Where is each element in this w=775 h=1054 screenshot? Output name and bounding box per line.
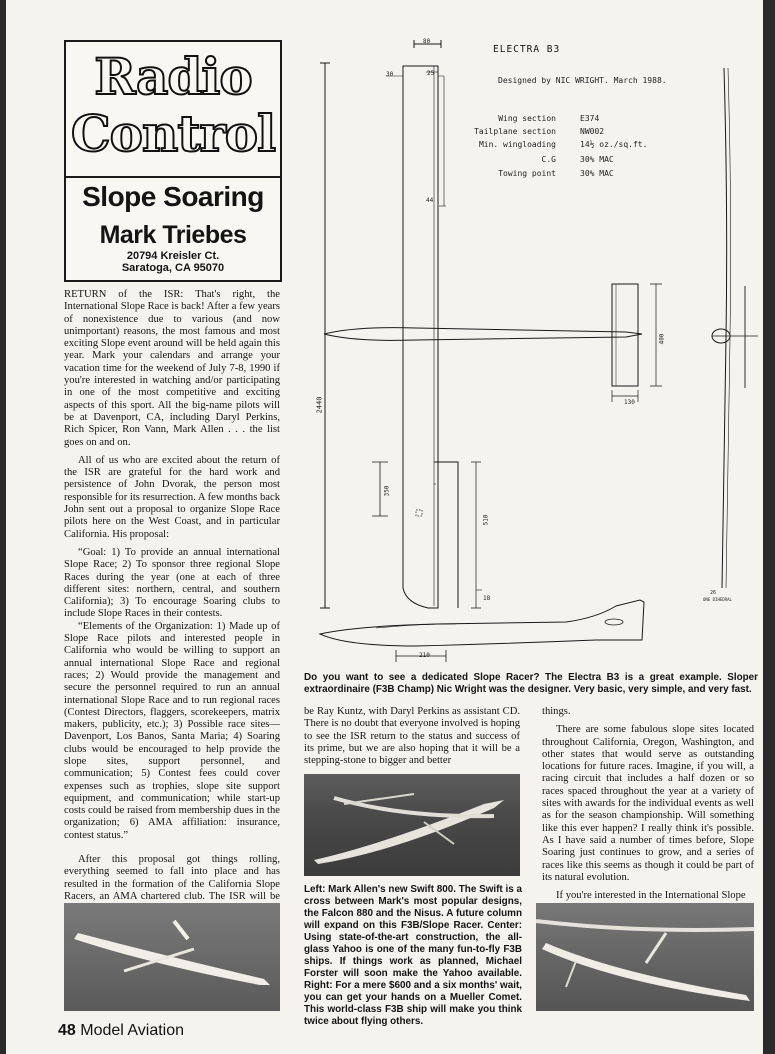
- spec-value-wingloading: 14½ oz./sq.ft.: [580, 140, 648, 149]
- dim-18: 18: [483, 595, 491, 602]
- dim-26: 26: [710, 590, 717, 596]
- yahoo-glider-image: [304, 774, 520, 876]
- dihedral-note: ONE DIHEDRAL: [703, 597, 732, 602]
- header-divider: [66, 176, 280, 178]
- drawing-title: ELECTRA B3: [493, 44, 561, 55]
- title-radio: Radio: [94, 47, 252, 106]
- spec-label-towing: Towing point: [498, 169, 556, 178]
- designer-note: Designed by NIC WRIGHT. March 1988.: [498, 76, 667, 85]
- fuselage-side-view: [320, 600, 644, 646]
- comet-glider-image: [536, 903, 754, 1011]
- drawing-caption: Do you want to see a dedicated Slope Racer? The Electra B3 is a great example. Sloper extraordinaire (F3B Champ) Nic Wright was the designer. Very basic, very simple, and very fast.: [304, 672, 758, 695]
- photo-yahoo: [304, 774, 520, 876]
- column-header-box: [64, 40, 282, 282]
- front-view-wing: [722, 68, 727, 588]
- dim-25: 25: [427, 70, 435, 77]
- paragraph-4: “Elements of the Organization: 1) Made up of Slope Race pilots and interested people in California who would be willing to support an annual international Slope Race and regional races; 2) Would provide the management and secure the personnel required to run an annual international Slope Race and to run regional races (Contest Directors, flaggers, scorekeepers, matrix makers, publicity, etc.); 3) Possible race sites—Davenport, Los Banos, Santa Maria; 4) Soaring clubs would be encouraged to help provide the slope sites, support personnel, and communication; 5) Contest fees could cover expenses such as trophies, slope site support equipment, and communication; while start-up costs could be raised from membership dues in the organization; 6) AMA affiliation: insurance, contest status.”: [64, 620, 280, 841]
- title-control: Control: [70, 104, 276, 163]
- fuselage-top-view: [324, 328, 642, 341]
- column-subtitle: Slope Soaring: [82, 181, 264, 212]
- article-column-1: [64, 289, 280, 928]
- dim-510: 510: [482, 514, 490, 526]
- author-address-city: Saratoga, CA 95070: [121, 262, 225, 274]
- spec-label-wing: Wing section: [498, 114, 556, 123]
- dim-350: 350: [383, 485, 391, 497]
- article-column-2: [304, 706, 520, 767]
- spec-value-towing: 30% MAC: [580, 169, 614, 178]
- col2-paragraph: be Ray Kuntz, with Daryl Perkins as assistant CD. There is no doubt that everyone involved is hoping to see the ISR return to the status and success of its prime, but we are also hoping that it will be a stepping-stone to bigger and better: [304, 706, 520, 767]
- photo-caption: Left: Mark Allen's new Swift 800. The Swift is a cross between Mark's most popular designs, the Falcon 880 and the Nisus. A future column will expand on this F3B/Slope Racer. Center: Using state-of-the-art construction, the all-glass Yahoo is one of the many fun-to-fly F3B ships. If things work as planned, Michael Forster will soon make the Yahoo available. Right: For a mere $600 and a six months' wait, you can get your hands on a Mueller Comet. This world-class F3B ship will make you think twice about flying others.: [304, 884, 522, 1027]
- spec-value-tailplane: NW002: [580, 127, 605, 136]
- dim-210: 210: [419, 652, 430, 659]
- spec-value-cg: 30% MAC: [580, 155, 614, 164]
- electra-b3-drawing: [296, 28, 758, 668]
- paragraph-1: RETURN of the ISR: That's right, the International Slope Race is back! After a few years of nonexistence due to various (and now unimportant) reasons, the most famous and most exciting Slope event around will be held again this year. Mark your calendars and arrange your vacation time for the weekend of July 7-8, 1990 if you're interested in watching and/or participating in one of the most competitive and exciting aspects of this sport. All the big-name pilots will be at Davenport, CA, including Daryl Perkins, Rich Spicer, Ron Vann, Mark Allen . . . the list goes on and on.: [64, 289, 280, 448]
- photo-mueller-comet: [536, 903, 754, 1011]
- magazine-name: Model Aviation: [80, 1022, 185, 1039]
- page-footer: [58, 1022, 184, 1040]
- spec-label-wingloading: Min. wingloading: [478, 140, 556, 149]
- dim-400: 400: [658, 333, 666, 345]
- dim-80: 80: [423, 38, 431, 45]
- page-number: 48: [58, 1022, 76, 1039]
- dim-130: 130: [624, 399, 635, 406]
- dim-44: 44: [426, 197, 434, 204]
- spec-value-wing: E374: [580, 114, 600, 123]
- photo-swift-800: [64, 903, 280, 1011]
- spec-label-cg: C.G: [541, 155, 556, 164]
- article-column-3: [542, 706, 754, 902]
- dim-2440: 2440: [315, 396, 324, 414]
- dim-30: 30: [386, 71, 394, 78]
- paragraph-2: All of us who are excited about the return of the ISR are grateful for the hard work and persistence of John Dvorak, the person most responsible for its resurrection. A few months back John sent out a proposal to organize Slope Race pilots here on the West Coast, and in particular California. His proposal:: [64, 454, 280, 540]
- paragraph-3: “Goal: 1) To provide an annual international Slope Race; 2) To sponsor three regional Slope Races during the year (one at each of three different sites: northern, central, and southern California); 3) To encourage Soaring clubs to include Slope Races in their contests.: [64, 546, 280, 620]
- paragraph-5: After this proposal got things rolling, everything seemed to fall into place and has resulted in the formation of the California Slope Racers, an AMA chartered club. The ISR will be: [64, 854, 280, 902]
- col3-paragraph-2: There are some fabulous slope sites located throughout California, Oregon, Washington, and other states that would serve as outstanding locations for future races. Imagine, if you will, a racing circuit that includes a half dozen or so races spaced throughout the year at a variety of sites with awards for the individual events as well as for the season championship. Will something like this ever happen? I really think it's possible. As I have said a number of times before, Slope Soaring just continues to grow, and a series of races like this seems as though it could be part of its natural evolution.: [542, 724, 754, 883]
- author-name: Mark Triebes: [99, 221, 247, 249]
- wing-planform: [403, 66, 438, 608]
- author-address-street: 20794 Kreisler Ct.: [126, 250, 220, 262]
- magazine-page: [6, 0, 763, 1054]
- swift-glider-image: [64, 903, 280, 1011]
- spec-label-tailplane: Tailplane section: [474, 127, 556, 136]
- col3-paragraph-1: things.: [542, 706, 571, 717]
- col3-paragraph-3: If you're interested in the International Slope: [556, 890, 746, 902]
